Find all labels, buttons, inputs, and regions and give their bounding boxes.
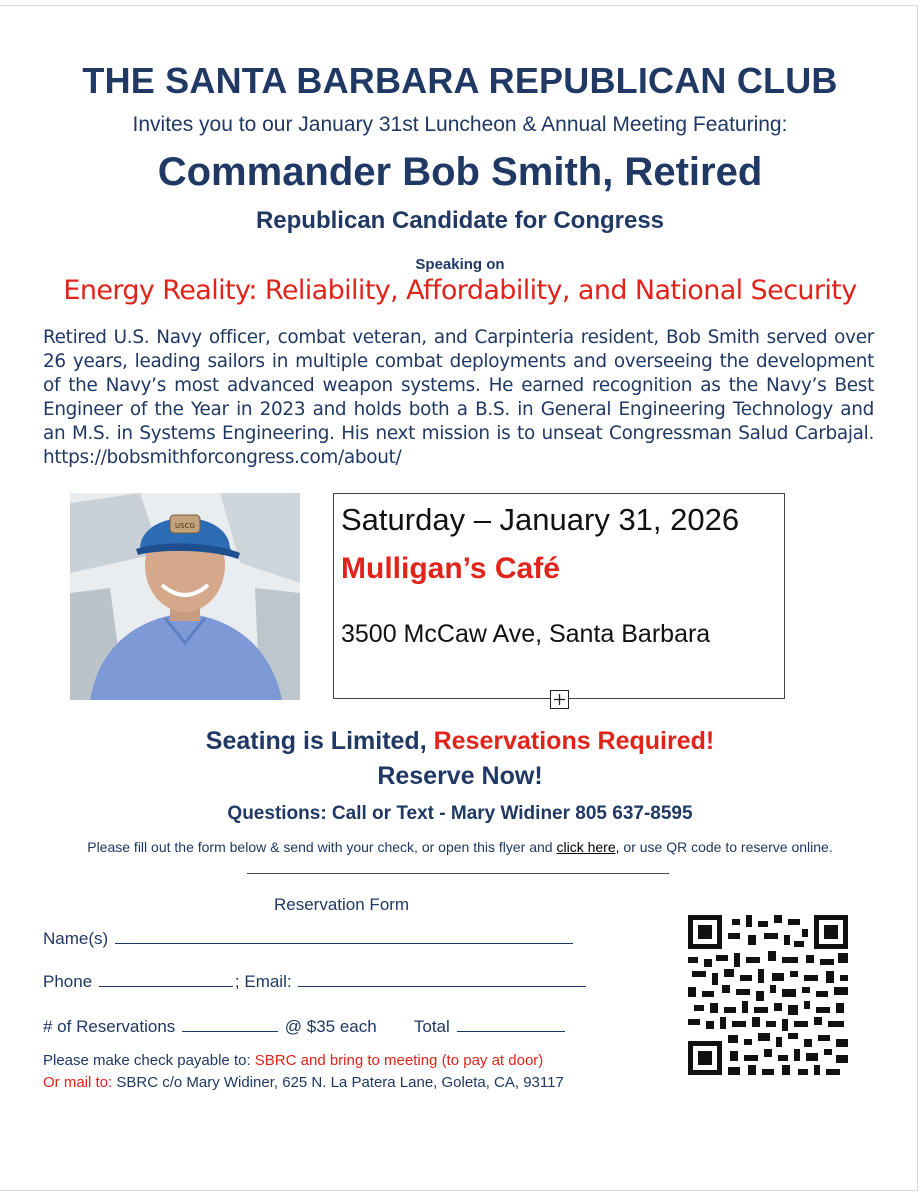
- instructions: [0, 839, 920, 855]
- club-title: THE SANTA BARBARA REPUBLICAN CLUB: [82, 60, 838, 101]
- phone-label: Phone: [43, 972, 93, 991]
- event-venue: Mulligan’s Café: [341, 552, 560, 585]
- price-each: @ $35 each: [284, 1017, 377, 1036]
- total-label: Total: [413, 1017, 450, 1036]
- mail-value: SBRC c/o Mary Widiner, 625 N. La Patera Lane, Goleta, CA, 93117: [116, 1074, 564, 1091]
- payable-value: SBRC and bring to meeting (to pay at door): [254, 1052, 544, 1069]
- table-move-handle-icon[interactable]: [550, 690, 569, 709]
- reservations-count-field[interactable]: [182, 1017, 278, 1032]
- email-label: ; Email:: [234, 972, 292, 991]
- phone-field[interactable]: [99, 972, 233, 987]
- contact-line: [43, 972, 588, 992]
- reservations-required: Reservations Required!: [433, 727, 715, 755]
- name-line: [43, 929, 575, 949]
- click-here-link[interactable]: click here,: [556, 839, 620, 855]
- name-field[interactable]: [115, 929, 573, 944]
- name-label: Name(s): [43, 929, 109, 948]
- speaker-name: Commander Bob Smith, Retired: [157, 150, 763, 194]
- total-field[interactable]: [457, 1017, 565, 1032]
- divider: [247, 873, 669, 874]
- reservations-line: [43, 1017, 567, 1037]
- instructions-after: or use QR code to reserve online.: [623, 839, 833, 855]
- payable-line: [43, 1052, 543, 1069]
- form-title: Reservation Form: [274, 895, 410, 914]
- seating-notice: [0, 727, 920, 756]
- talk-topic: Energy Reality: Reliability, Affordability, and National Security: [63, 275, 857, 306]
- speaker-photo: [70, 493, 300, 700]
- event-details-box: [333, 493, 785, 699]
- event-address: 3500 McCaw Ave, Santa Barbara: [341, 620, 711, 648]
- mail-line: [43, 1074, 564, 1091]
- cap-patch-text: USCG: [175, 522, 195, 530]
- speaking-on-label: Speaking on: [415, 256, 505, 273]
- mail-label: Or mail to:: [43, 1074, 113, 1091]
- reserve-now: Reserve Now!: [377, 762, 543, 790]
- seating-limited: Seating is Limited,: [205, 727, 427, 755]
- reservations-label: # of Reservations: [43, 1017, 176, 1036]
- qr-code[interactable]: [688, 915, 848, 1075]
- speaker-bio: Retired U.S. Navy officer, combat veteran, and Carpinteria resident, Bob Smith served over 26 years, leading sailors in multiple combat deployments and overseeing the development of the Navy’s most advanced weapon systems. He earned recognition as the Navy’s Best Engineer of the Year in 2023 and holds both a B.S. in General Engineering Technology and an M.S. in Systems Engineering. His next mission is to unseat Congressman Salud Carbajal. https://bobsmithforcongress.com/about/: [43, 327, 874, 468]
- questions-contact: Questions: Call or Text - Mary Widiner 805 637-8595: [227, 803, 693, 824]
- payable-label: Please make check payable to:: [43, 1052, 251, 1069]
- event-date: Saturday – January 31, 2026: [341, 502, 740, 537]
- invite-line: Invites you to our January 31st Luncheon & Annual Meeting Featuring:: [132, 113, 788, 136]
- email-field[interactable]: [298, 972, 586, 987]
- speaker-role: Republican Candidate for Congress: [255, 207, 665, 234]
- instructions-before: Please fill out the form below & send with your check, or open this flyer and: [87, 839, 553, 855]
